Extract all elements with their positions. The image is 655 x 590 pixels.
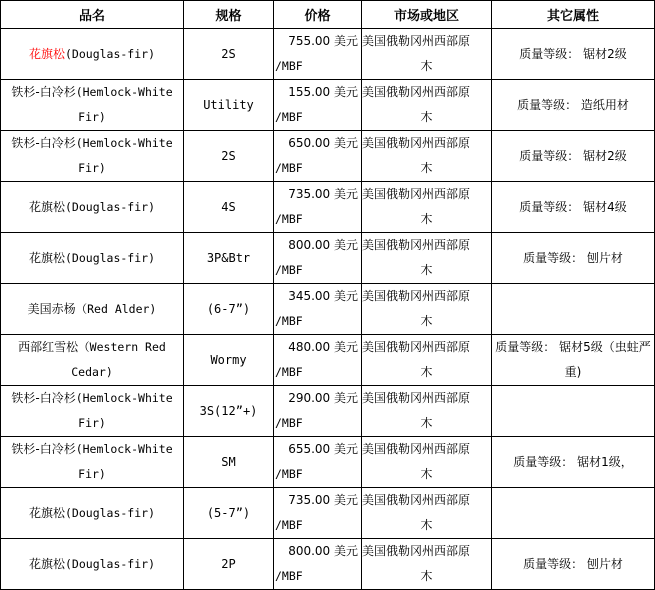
attribute-cell: 质量等级： 锯材5级（虫蛀严重) [492,335,655,386]
spec-cell: 2P [184,539,274,590]
product-name-cn: 花旗松 [28,250,65,265]
price-cell [274,386,362,437]
header-market: 市场或地区 [362,1,492,29]
attribute-cell: 质量等级： 造纸用材 [492,80,655,131]
attribute-cell: 质量等级： 锯材4级 [492,182,655,233]
attribute-cell: 质量等级： 刨片材 [492,539,655,590]
spec-cell: 2S [184,131,274,182]
market-line1: 美国俄勒冈州西部原 [362,493,471,507]
price-cell [274,488,362,539]
price-cell [274,335,362,386]
spec-cell: Utility [184,80,274,131]
table-row [1,539,655,590]
market-line2: 木 [420,365,433,379]
price-cell [274,182,362,233]
price-value: 735.00 美元 [288,493,358,507]
product-name-cell [1,437,184,488]
spec-cell: Wormy [184,335,274,386]
table-row [1,182,655,233]
table-row [1,80,655,131]
product-name-cell [1,386,184,437]
product-name-en: （Red Alder) [75,301,157,316]
market-cell [362,386,492,437]
market-line2: 木 [420,212,433,226]
attribute-cell: 质量等级： 锯材2级 [492,29,655,80]
product-name-en: (Douglas-fir) [65,199,156,214]
market-line2: 木 [420,59,433,73]
price-unit: /MBF [275,518,303,532]
price-unit: /MBF [275,365,303,379]
product-name-en: (Douglas-fir) [65,250,156,265]
price-value: 345.00 美元 [288,289,358,303]
price-value: 290.00 美元 [288,391,358,405]
product-name-cn: 铁杉-白冷杉 [11,391,76,405]
product-name-cell [1,284,184,335]
price-value: 650.00 美元 [288,136,358,150]
price-cell [274,233,362,284]
market-cell [362,29,492,80]
table-row [1,437,655,488]
price-cell [274,131,362,182]
market-line1: 美国俄勒冈州西部原 [362,340,471,354]
spec-cell: (5-7”) [184,488,274,539]
attribute-cell: 质量等级： 锯材2级 [492,131,655,182]
price-cell [274,29,362,80]
market-cell [362,437,492,488]
product-name-en: (Hemlock-White Fir) [75,391,173,430]
table-row [1,233,655,284]
product-name-en: (Hemlock-White Fir) [75,442,173,481]
product-name-cn: 铁杉-白冷杉 [11,85,76,99]
header-row [1,1,655,29]
market-line1: 美国俄勒冈州西部原 [362,442,471,456]
price-unit: /MBF [275,569,303,583]
spec-cell: 3P&Btr [184,233,274,284]
table-row [1,131,655,182]
market-line1: 美国俄勒冈州西部原 [362,187,471,201]
product-name-en: (Hemlock-White Fir) [75,85,173,124]
price-cell [274,284,362,335]
table-row [1,488,655,539]
price-unit: /MBF [275,212,303,226]
product-name-cn: 花旗松 [28,556,65,571]
market-line2: 木 [420,161,433,175]
price-value: 800.00 美元 [288,238,358,252]
table-row [1,386,655,437]
header-price: 价格 [274,1,362,29]
market-cell [362,80,492,131]
product-name-cn: 花旗松 [28,505,65,520]
product-name-cn: 花旗松 [28,46,65,61]
attribute-cell: 质量等级： 锯材1级， [492,437,655,488]
price-unit: /MBF [275,263,303,277]
spec-cell: (6-7”) [184,284,274,335]
price-unit: /MBF [275,110,303,124]
market-line2: 木 [420,314,433,328]
table-row [1,284,655,335]
price-unit: /MBF [275,161,303,175]
market-line2: 木 [420,110,433,124]
market-line1: 美国俄勒冈州西部原 [362,238,471,252]
product-name-cn: 西部红雪松 [18,340,79,354]
market-line1: 美国俄勒冈州西部原 [362,85,471,99]
price-value: 480.00 美元 [288,340,358,354]
attribute-cell [492,386,655,437]
market-line1: 美国俄勒冈州西部原 [362,289,471,303]
market-line1: 美国俄勒冈州西部原 [362,34,471,48]
table-row [1,29,655,80]
market-line2: 木 [420,518,433,532]
price-value: 800.00 美元 [288,544,358,558]
product-name-en: (Douglas-fir) [65,46,156,61]
market-cell [362,182,492,233]
attribute-cell [492,488,655,539]
price-value: 735.00 美元 [288,187,358,201]
market-cell [362,539,492,590]
market-cell [362,284,492,335]
product-name-en: (Douglas-fir) [65,505,156,520]
product-name-cell [1,29,184,80]
market-line1: 美国俄勒冈州西部原 [362,136,471,150]
attribute-cell [492,284,655,335]
market-cell [362,131,492,182]
price-value: 655.00 美元 [288,442,358,456]
price-cell [274,80,362,131]
price-unit: /MBF [275,314,303,328]
price-unit: /MBF [275,416,303,430]
product-name-cn: 花旗松 [28,199,65,214]
spec-cell: 2S [184,29,274,80]
product-name-en: （Western Red Cedar) [71,340,166,379]
header-spec: 规格 [184,1,274,29]
product-name-en: (Douglas-fir) [65,556,156,571]
product-name-en: (Hemlock-White Fir) [75,136,173,175]
price-unit: /MBF [275,467,303,481]
header-name: 品名 [1,1,184,29]
spec-cell: 3S(12”+) [184,386,274,437]
market-line2: 木 [420,467,433,481]
price-value: 155.00 美元 [288,85,358,99]
product-name-cell [1,233,184,284]
market-line1: 美国俄勒冈州西部原 [362,544,471,558]
product-name-cell [1,488,184,539]
table-row [1,335,655,386]
attribute-cell: 质量等级： 刨片材 [492,233,655,284]
market-cell [362,233,492,284]
product-name-cn: 铁杉-白冷杉 [11,442,76,456]
product-name-cell [1,182,184,233]
spec-cell: 4S [184,182,274,233]
market-cell [362,488,492,539]
market-line2: 木 [420,263,433,277]
product-name-cell [1,335,184,386]
spec-cell: SM [184,437,274,488]
price-cell [274,539,362,590]
header-attributes: 其它属性 [492,1,655,29]
market-cell [362,335,492,386]
price-cell [274,437,362,488]
product-name-cell [1,80,184,131]
product-name-cn: 美国赤杨 [27,301,76,316]
product-name-cn: 铁杉-白冷杉 [11,136,76,150]
price-unit: /MBF [275,59,303,73]
market-line2: 木 [420,569,433,583]
market-line1: 美国俄勒冈州西部原 [362,391,471,405]
market-line2: 木 [420,416,433,430]
price-value: 755.00 美元 [288,34,358,48]
product-name-cell [1,539,184,590]
table-body [1,29,655,590]
product-name-cell [1,131,184,182]
